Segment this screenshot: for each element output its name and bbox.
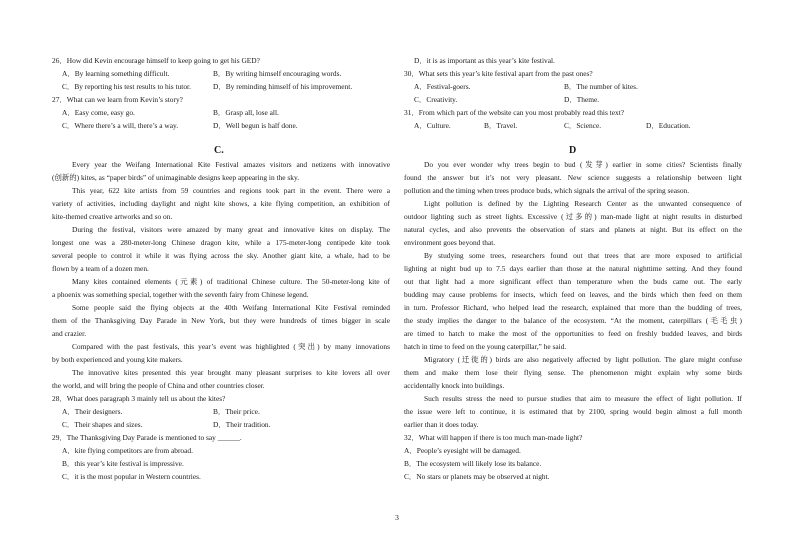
passage-c-line: During the festival, visitors were amazed by many great and innovative kites on display. The: [72, 225, 390, 234]
option-29d: D．it is as important as this year’s kite festival.: [414, 56, 555, 65]
passage-d-line: Light pollution is defined by the Lighting Research Center as the unwanted consequence of: [424, 199, 742, 208]
passage-d-line: are timed to hatch to make the most of the opportunities to feed on freshly budded leaves, and birds: [404, 329, 742, 338]
option-31d: D．Education.: [646, 121, 691, 130]
option-31a: A．Culture.: [414, 121, 451, 130]
passage-c-line: a phoenix was something special, together with the seventh fairy from Chinese legend.: [52, 290, 309, 299]
option-26d: D．By reminding himself of his improvement.: [213, 82, 353, 91]
passage-d-line: accidentally knock into buildings.: [404, 381, 505, 390]
option-28a: A．Their designers.: [62, 407, 123, 416]
option-27a: A．Easy come, easy go.: [62, 108, 135, 117]
passage-c-line: several people to control it while it was flying across the sky. Another giant kite, a whale, had to be: [52, 251, 390, 260]
option-28c: C．Their shapes and sizes.: [62, 420, 143, 429]
option-28b: B．Their price.: [213, 407, 260, 416]
option-27c: C．Where there’s a will, there’s a way.: [62, 121, 179, 130]
question-31: 31．From which part of the website can you most probably read this text?: [404, 108, 625, 117]
passage-c-line: longest one was a 280-meter-long Chinese dragon kite, while a 175-meter-long centipede kite took: [52, 238, 390, 247]
question-29: 29．The Thanksgiving Day Parade is mentioned to say ______.: [52, 433, 242, 442]
passage-d-line: the issue were left to continue, it is estimated that by 2100, spring would begin almost a full month: [404, 407, 742, 416]
option-26a: A．By learning something difficult.: [62, 69, 170, 78]
passage-d-line: Do you ever wonder why trees begin to bud (发芽) earlier in some cities? Scientists finally: [424, 160, 742, 169]
option-27d: D．Well begun is half done.: [213, 121, 298, 130]
passage-d-line: lighting at night bud up to 7.5 days earlier than those at the natural nighttime setting. And they found: [404, 264, 742, 273]
passage-d-line: found the answer but it’s not very pleasant. New science suggests a relationship between light: [404, 173, 742, 182]
passage-c-line: Many kites contained elements (元素) of traditional Chinese culture. The 50-meter-long kite of: [72, 277, 390, 286]
passage-c-line: flown by a team of a dozen men.: [52, 264, 149, 273]
section-c-heading: C.: [214, 145, 224, 156]
passage-d-line: budding may cause problems for insects, which feed on leaves, and the birds which then feed on them: [404, 290, 742, 299]
passage-c-line: (创新的) kites, as “paper birds” of unimaginable designs keep appearing in the sky.: [52, 173, 300, 182]
passage-d-line: earlier than it does today.: [404, 420, 479, 429]
option-27b: B．Grasp all, lose all.: [213, 108, 279, 117]
option-28d: D．Their tradition.: [213, 420, 271, 429]
passage-c-line: Every year the Weifang International Kite Festival amazes visitors and netizens with innovative: [72, 160, 390, 169]
option-30c: C．Creativity.: [414, 95, 458, 104]
option-29a: A．kite flying competitors are from abroad.: [62, 446, 193, 455]
option-30a: A．Festival-goers.: [414, 82, 471, 91]
option-30d: D．Theme.: [564, 95, 600, 104]
passage-d-line: By studying some trees, researchers found out that trees that are more exposed to artificial: [424, 251, 742, 260]
passage-d-line: out that light had a more significant effect than temperature when the buds came out. The early: [404, 277, 742, 286]
passage-c-line: variety of activities, including daylight and night kite shows, a kite flying competition, an exhibition of: [52, 199, 390, 208]
option-31c: C．Science.: [564, 121, 602, 130]
option-32a: A．People’s eyesight will be damaged.: [404, 446, 521, 455]
passage-c-line: The innovative kites presented this year brought many pleasant surprises to kite lovers all over: [72, 368, 390, 377]
question-27: 27．What can we learn from Kevin’s story?: [52, 95, 183, 104]
passage-c-line: and crazier.: [52, 329, 87, 338]
passage-d-line: the study implies the danger to the balance of the ecosystem. “At the moment, caterpillars (毛毛虫): [404, 316, 742, 325]
section-d-heading: D: [569, 145, 577, 156]
question-26: 26．How did Kevin encourage himself to keep going to get his GED?: [52, 56, 260, 65]
passage-c-line: This year, 622 kite artists from 59 countries and regions took part in the event. There were a: [72, 186, 390, 195]
option-26c: C．By reporting his test results to his tutor.: [62, 82, 191, 91]
passage-c-line: by both experienced and young kite makers.: [52, 355, 183, 364]
passage-d-line: them and make them lose their flying sense. The phenomenon might explain why some birds: [404, 368, 742, 377]
passage-c-line: Compared with the past festivals, this year’s event was highlighted (突出) by many innovations: [72, 342, 390, 351]
question-28: 28．What does paragraph 3 mainly tell us about the kites?: [52, 394, 226, 403]
page-number: 3: [395, 513, 399, 522]
passage-d-line: natural cycles, and also prevents the observation of stars and planets at night. But its effect on the: [404, 225, 742, 234]
passage-c-line: kite-themed creative artworks and so on.: [52, 212, 173, 221]
passage-c-line: them of the Thanksgiving Day Parade in New York, but they were hundreds of times bigger in scale: [52, 316, 390, 325]
option-29c: C．it is the most popular in Western countries.: [62, 472, 201, 481]
passage-c-line: Some people said the flying objects at the 40th Weifang International Kite Festival reminded: [72, 303, 390, 312]
option-32b: B．The ecosystem will likely lose its balance.: [404, 459, 542, 468]
option-31b: B．Travel.: [484, 121, 518, 130]
passage-d-line: pollution and the timing when trees produce buds, which signals the arrival of the spring season.: [404, 186, 690, 195]
question-32: 32．What will happen if there is too much man-made light?: [404, 433, 583, 442]
passage-d-line: Such results stress the need to pursue studies that aim to measure the effect of light pollution. If: [424, 394, 742, 403]
passage-d-line: Migratory (迁徙的) birds are also negatively affected by light pollution. The glare might confuse: [424, 355, 742, 364]
option-26b: B．By writing himself encouraging words.: [213, 69, 342, 78]
passage-d-line: outdoor lighting such as street lights. Excessive (过多的) man-made light at night results in disturbed: [404, 212, 742, 221]
option-32c: C．No stars or planets may be observed at night.: [404, 472, 550, 481]
passage-d-line: environment goes beyond that.: [404, 238, 496, 247]
passage-d-line: in turn. Professor Richard, who helped lead the research, explained that more than the budding of trees,: [404, 303, 742, 312]
option-30b: B．The number of kites.: [564, 82, 638, 91]
option-29b: B．this year’s kite festival is impressive.: [62, 459, 184, 468]
question-30: 30．What sets this year’s kite festival apart from the past ones?: [404, 69, 593, 78]
passage-d-line: hatch in time to feed on the young caterpillar,” he said.: [404, 342, 567, 351]
passage-c-line: the world, and will bring the people of China and other countries closer.: [52, 381, 265, 390]
